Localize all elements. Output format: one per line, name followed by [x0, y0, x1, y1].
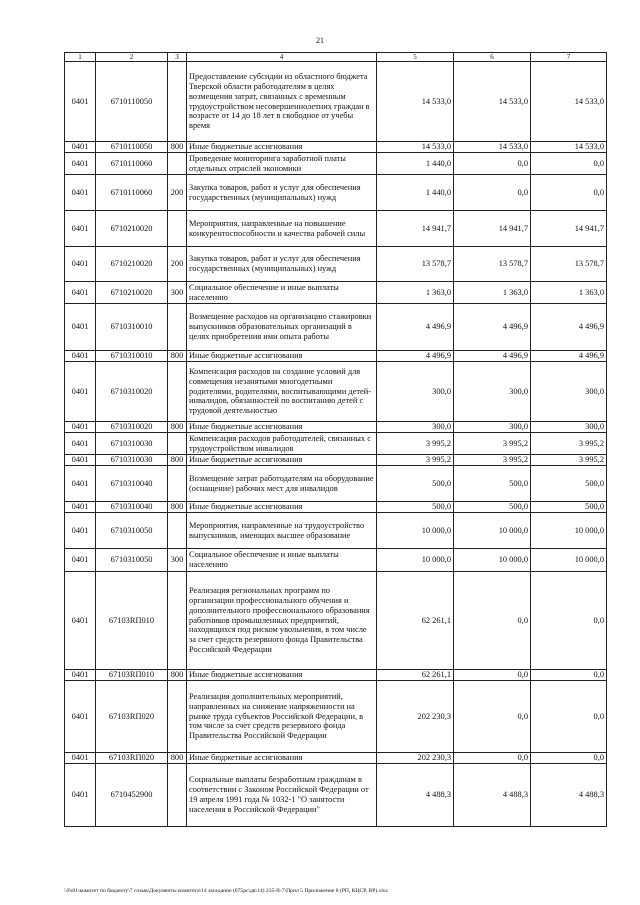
- amount-col5-cell: 13 578,7: [377, 247, 454, 282]
- column-header: 7: [531, 53, 607, 62]
- amount-col5-cell: 1 440,0: [377, 153, 454, 175]
- item-name-cell: Реализация региональных программ по организации профессионального обучения и дополнительного профессионального образования работников промышленных предприятий, находящихся под риском увольнения, в том числе за счет средств резервного фонда Правительства Российской Федерации: [187, 572, 377, 670]
- target-article-cell: 67103RП010: [96, 670, 168, 681]
- amount-col6-cell: 1 363,0: [454, 282, 531, 304]
- amount-col7-cell: 3 995,2: [531, 433, 607, 455]
- section-code-cell: 0401: [65, 433, 96, 455]
- amount-col6-cell: 3 995,2: [454, 433, 531, 455]
- table-row: [65, 304, 607, 351]
- expense-type-cell: [168, 572, 187, 670]
- section-code-cell: 0401: [65, 422, 96, 433]
- section-code-cell: 0401: [65, 247, 96, 282]
- section-code-cell: 0401: [65, 764, 96, 827]
- item-name-cell: Иные бюджетные ассигнования: [187, 351, 377, 362]
- expense-type-cell: 200: [168, 175, 187, 211]
- expense-type-cell: [168, 211, 187, 247]
- amount-col7-cell: 0,0: [531, 753, 607, 764]
- target-article-cell: 6710210020: [96, 211, 168, 247]
- target-article-cell: 6710310030: [96, 455, 168, 466]
- section-code-cell: 0401: [65, 62, 96, 142]
- expense-type-cell: [168, 764, 187, 827]
- section-code-cell: 0401: [65, 670, 96, 681]
- item-name-cell: Предоставление субсидии из областного бюджета Тверской области работодателям в целях возмещения затрат, связанных с временным трудоустройством несовершеннолетних граждан в возрасте от 14 до 18 лет в свободное от учебы время: [187, 62, 377, 142]
- amount-col6-cell: 500,0: [454, 502, 531, 513]
- table-row: [65, 764, 607, 827]
- amount-col7-cell: 300,0: [531, 422, 607, 433]
- amount-col5-cell: 62 261,1: [377, 572, 454, 670]
- target-article-cell: 6710310010: [96, 351, 168, 362]
- expense-type-cell: 800: [168, 351, 187, 362]
- amount-col6-cell: 14 941,7: [454, 211, 531, 247]
- item-name-cell: Реализация дополнительных мероприятий, направленных на снижение напряженности на рынке труда субъектов Российской Федерации, в том числе за счет средств резервного фонда Правительства Российской Федерации: [187, 681, 377, 753]
- expense-type-cell: 200: [168, 247, 187, 282]
- section-code-cell: 0401: [65, 142, 96, 153]
- amount-col5-cell: 1 363,0: [377, 282, 454, 304]
- target-article-cell: 6710110050: [96, 62, 168, 142]
- amount-col7-cell: 300,0: [531, 362, 607, 422]
- target-article-cell: 6710310040: [96, 466, 168, 502]
- expense-type-cell: [168, 304, 187, 351]
- table-row: [65, 455, 607, 466]
- amount-col7-cell: 14 533,0: [531, 142, 607, 153]
- amount-col5-cell: 10 000,0: [377, 549, 454, 572]
- table-row: [65, 351, 607, 362]
- section-code-cell: 0401: [65, 753, 96, 764]
- target-article-cell: 6710310020: [96, 422, 168, 433]
- item-name-cell: Иные бюджетные ассигнования: [187, 142, 377, 153]
- item-name-cell: Социальные выплаты безработным гражданам в соответствии с Законом Российской Федерации от 19 апреля 1991 года № 1032-1 "О занятости населения в Российской Федерации": [187, 764, 377, 827]
- amount-col5-cell: 1 440,0: [377, 175, 454, 211]
- target-article-cell: 6710110050: [96, 142, 168, 153]
- amount-col5-cell: 14 533,0: [377, 142, 454, 153]
- expense-type-cell: 800: [168, 670, 187, 681]
- amount-col7-cell: 4 496,9: [531, 304, 607, 351]
- target-article-cell: 67103RП020: [96, 681, 168, 753]
- amount-col6-cell: 10 000,0: [454, 549, 531, 572]
- amount-col7-cell: 0,0: [531, 572, 607, 670]
- amount-col5-cell: 3 995,2: [377, 433, 454, 455]
- target-article-cell: 6710110060: [96, 175, 168, 211]
- amount-col6-cell: 500,0: [454, 466, 531, 502]
- amount-col5-cell: 3 995,2: [377, 455, 454, 466]
- amount-col5-cell: 300,0: [377, 362, 454, 422]
- item-name-cell: Иные бюджетные ассигнования: [187, 455, 377, 466]
- expense-type-cell: [168, 153, 187, 175]
- amount-col7-cell: 10 000,0: [531, 513, 607, 549]
- amount-col6-cell: 0,0: [454, 572, 531, 670]
- amount-col6-cell: 4 496,9: [454, 351, 531, 362]
- table-row: [65, 282, 607, 304]
- section-code-cell: 0401: [65, 513, 96, 549]
- expense-type-cell: [168, 681, 187, 753]
- amount-col7-cell: 500,0: [531, 466, 607, 502]
- amount-col7-cell: 0,0: [531, 175, 607, 211]
- amount-col7-cell: 3 995,2: [531, 455, 607, 466]
- target-article-cell: 6710310050: [96, 549, 168, 572]
- column-header: 4: [187, 53, 377, 62]
- section-code-cell: 0401: [65, 549, 96, 572]
- section-code-cell: 0401: [65, 153, 96, 175]
- section-code-cell: 0401: [65, 681, 96, 753]
- item-name-cell: Иные бюджетные ассигнования: [187, 422, 377, 433]
- amount-col7-cell: 4 496,9: [531, 351, 607, 362]
- section-code-cell: 0401: [65, 466, 96, 502]
- amount-col5-cell: 4 496,9: [377, 351, 454, 362]
- item-name-cell: Мероприятия, направленные на трудоустройство выпускников, имеющих высшее образование: [187, 513, 377, 549]
- expense-type-cell: 800: [168, 502, 187, 513]
- amount-col5-cell: 500,0: [377, 466, 454, 502]
- target-article-cell: 6710310010: [96, 304, 168, 351]
- amount-col6-cell: 300,0: [454, 422, 531, 433]
- table-row: [65, 513, 607, 549]
- amount-col6-cell: 0,0: [454, 153, 531, 175]
- section-code-cell: 0401: [65, 362, 96, 422]
- expense-type-cell: [168, 433, 187, 455]
- section-code-cell: 0401: [65, 282, 96, 304]
- amount-col7-cell: 10 000,0: [531, 549, 607, 572]
- item-name-cell: Компенсация расходов на создание условий для совмещения незанятыми многодетными родителями, родителями, воспитывающими детей-инвалидов, обязанностей по воспитанию детей с трудовой деятельностью: [187, 362, 377, 422]
- section-code-cell: 0401: [65, 211, 96, 247]
- expense-type-cell: [168, 513, 187, 549]
- column-header: 6: [454, 53, 531, 62]
- amount-col5-cell: 10 000,0: [377, 513, 454, 549]
- table-row: [65, 670, 607, 681]
- item-name-cell: Закупка товаров, работ и услуг для обеспечения государственных (муниципальных) нужд: [187, 247, 377, 282]
- amount-col7-cell: 1 363,0: [531, 282, 607, 304]
- amount-col5-cell: 500,0: [377, 502, 454, 513]
- amount-col6-cell: 0,0: [454, 681, 531, 753]
- amount-col6-cell: 300,0: [454, 362, 531, 422]
- target-article-cell: 6710210020: [96, 247, 168, 282]
- amount-col5-cell: 14 941,7: [377, 211, 454, 247]
- table-row: [65, 62, 607, 142]
- page-number: 21: [316, 36, 324, 45]
- amount-col7-cell: 4 488,3: [531, 764, 607, 827]
- table-row: [65, 362, 607, 422]
- amount-col6-cell: 4 496,9: [454, 304, 531, 351]
- item-name-cell: Иные бюджетные ассигнования: [187, 753, 377, 764]
- expense-type-cell: [168, 62, 187, 142]
- target-article-cell: 6710310050: [96, 513, 168, 549]
- amount-col6-cell: 4 488,3: [454, 764, 531, 827]
- file-path-footer: \\Fs01\комитет по бюджету\7 созыв\Документы комитета\14 заседание (075рс\дв\14) 235-II-7\Прил 5 Приложение 8 (РП, КЦСР, ВР).xlsx: [64, 888, 388, 894]
- amount-col7-cell: 0,0: [531, 153, 607, 175]
- amount-col5-cell: 300,0: [377, 422, 454, 433]
- expense-type-cell: 800: [168, 455, 187, 466]
- amount-col5-cell: 202 230,3: [377, 681, 454, 753]
- amount-col7-cell: 14 941,7: [531, 211, 607, 247]
- item-name-cell: Закупка товаров, работ и услуг для обеспечения государственных (муниципальных) нужд: [187, 175, 377, 211]
- amount-col5-cell: 62 261,1: [377, 670, 454, 681]
- amount-col5-cell: 14 533,0: [377, 62, 454, 142]
- expense-type-cell: 800: [168, 422, 187, 433]
- expense-type-cell: [168, 466, 187, 502]
- amount-col6-cell: 13 578,7: [454, 247, 531, 282]
- item-name-cell: Иные бюджетные ассигнования: [187, 502, 377, 513]
- amount-col5-cell: 4 488,3: [377, 764, 454, 827]
- amount-col7-cell: 0,0: [531, 670, 607, 681]
- target-article-cell: 6710210020: [96, 282, 168, 304]
- item-name-cell: Социальное обеспечение и иные выплаты населению: [187, 549, 377, 572]
- amount-col5-cell: 202 230,3: [377, 753, 454, 764]
- table-row: [65, 753, 607, 764]
- section-code-cell: 0401: [65, 572, 96, 670]
- target-article-cell: 6710110060: [96, 153, 168, 175]
- table-row: [65, 466, 607, 502]
- expense-type-cell: 300: [168, 282, 187, 304]
- section-code-cell: 0401: [65, 502, 96, 513]
- item-name-cell: Социальное обеспечение и иные выплаты населению: [187, 282, 377, 304]
- amount-col7-cell: 14 533,0: [531, 62, 607, 142]
- table-row: [65, 549, 607, 572]
- table-row: [65, 433, 607, 455]
- table-row: [65, 175, 607, 211]
- table-row: [65, 681, 607, 753]
- amount-col7-cell: 0,0: [531, 681, 607, 753]
- item-name-cell: Возмещение расходов на организацию стажировки выпускников образовательных организаций в целях приобретения ими опыта работы: [187, 304, 377, 351]
- section-code-cell: 0401: [65, 175, 96, 211]
- amount-col7-cell: 500,0: [531, 502, 607, 513]
- target-article-cell: 67103RП010: [96, 572, 168, 670]
- amount-col6-cell: 14 533,0: [454, 142, 531, 153]
- amount-col6-cell: 0,0: [454, 753, 531, 764]
- target-article-cell: 6710310030: [96, 433, 168, 455]
- column-header: 1: [65, 53, 96, 62]
- expense-type-cell: 300: [168, 549, 187, 572]
- table-row: [65, 572, 607, 670]
- table-row: [65, 153, 607, 175]
- table-row: [65, 211, 607, 247]
- table-row: [65, 142, 607, 153]
- amount-col6-cell: 0,0: [454, 175, 531, 211]
- column-header: 3: [168, 53, 187, 62]
- section-code-cell: 0401: [65, 455, 96, 466]
- table-header-row: [65, 53, 607, 62]
- target-article-cell: 6710310020: [96, 362, 168, 422]
- amount-col7-cell: 13 578,7: [531, 247, 607, 282]
- expense-type-cell: 800: [168, 753, 187, 764]
- column-header: 2: [96, 53, 168, 62]
- column-header: 5: [377, 53, 454, 62]
- target-article-cell: 6710310040: [96, 502, 168, 513]
- expense-type-cell: [168, 362, 187, 422]
- amount-col6-cell: 14 533,0: [454, 62, 531, 142]
- amount-col6-cell: 3 995,2: [454, 455, 531, 466]
- item-name-cell: Мероприятия, направленные на повышение конкурентоспособности и качества рабочей силы: [187, 211, 377, 247]
- amount-col6-cell: 10 000,0: [454, 513, 531, 549]
- amount-col5-cell: 4 496,9: [377, 304, 454, 351]
- budget-table: [64, 52, 607, 827]
- amount-col6-cell: 0,0: [454, 670, 531, 681]
- table-row: [65, 247, 607, 282]
- section-code-cell: 0401: [65, 351, 96, 362]
- expense-type-cell: 800: [168, 142, 187, 153]
- table-row: [65, 422, 607, 433]
- target-article-cell: 6710452900: [96, 764, 168, 827]
- table-row: [65, 502, 607, 513]
- target-article-cell: 67103RП020: [96, 753, 168, 764]
- item-name-cell: Проведение мониторинга заработной платы отдельных отраслей экономики: [187, 153, 377, 175]
- item-name-cell: Возмещение затрат работодателям на оборудование (оснащение) рабочих мест для инвалидов: [187, 466, 377, 502]
- item-name-cell: Иные бюджетные ассигнования: [187, 670, 377, 681]
- section-code-cell: 0401: [65, 304, 96, 351]
- item-name-cell: Компенсация расходов работодателей, связанных с трудоустройством инвалидов: [187, 433, 377, 455]
